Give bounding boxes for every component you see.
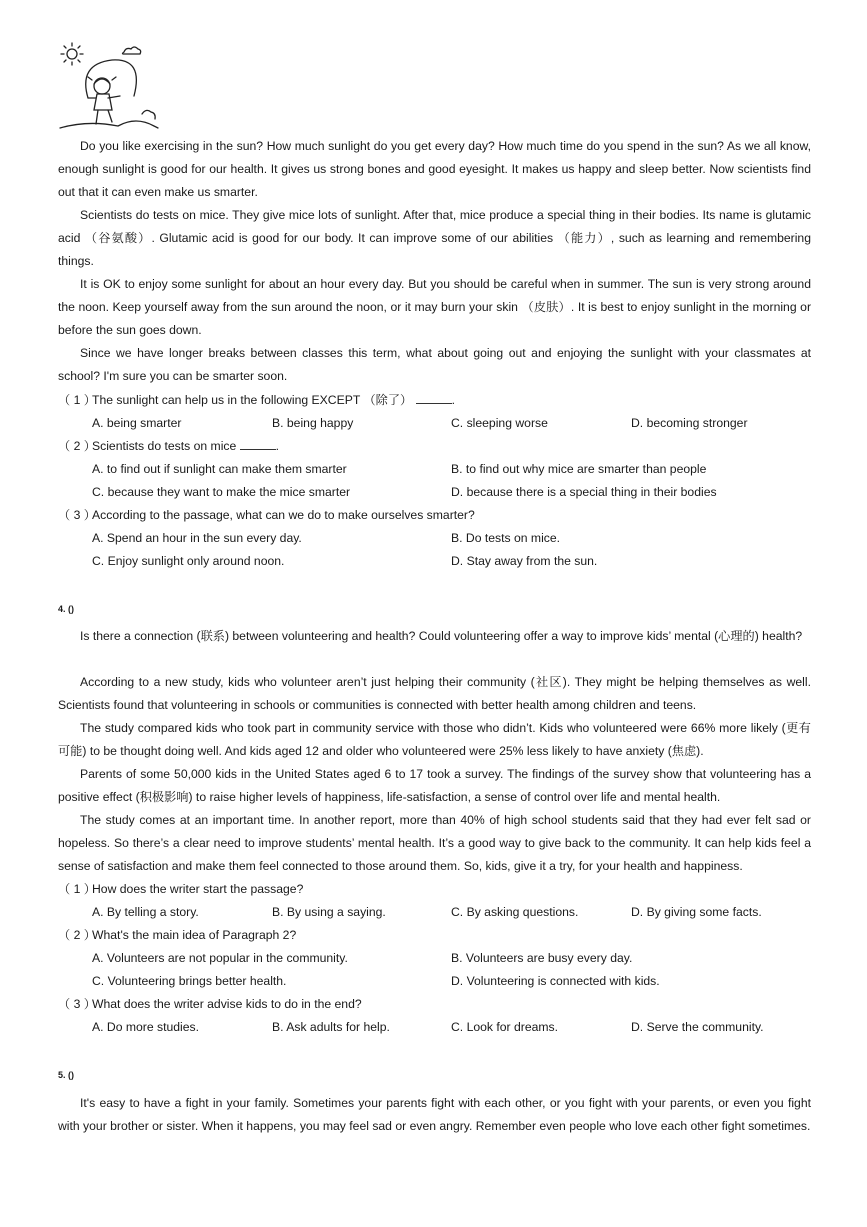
- option-d: D. Stay away from the sun.: [451, 554, 598, 568]
- option-d: D. Serve the community.: [631, 1020, 764, 1034]
- question-number: （ 1 ）: [58, 393, 96, 407]
- option-a: A. By telling a story.: [92, 905, 199, 919]
- option-b: B. Do tests on mice.: [451, 531, 561, 545]
- question-stem: According to the passage, what can we do to make ourselves smarter?: [92, 508, 475, 522]
- option-b: B. to find out why mice are smarter than people: [451, 462, 707, 476]
- option-a: A. being smarter: [92, 416, 182, 430]
- passage-paragraph: According to a new study, kids who volunteer aren’t just helping their community (社区). They might be helping themselves as well. Scientists found that volunteering in schools or communities is connected with better health among children and teens.: [58, 675, 811, 712]
- question-number: （ 1 ）: [58, 882, 96, 896]
- passage-paragraph: It is OK to enjoy some sunlight for about an hour every day. But you should be careful when in summer. The sun is very strong around the noon. Keep yourself away from the sun around the noon, or it may burn your skin （皮肤）. It is best to enjoy sunlight in the morning or before the sun goes down.: [58, 277, 811, 337]
- girl-skipping-rope-illustration: [58, 40, 162, 132]
- answer-blank: [416, 393, 452, 404]
- option-c: C. Enjoy sunlight only around noon.: [92, 554, 285, 568]
- passage-paragraph: Since we have longer breaks between classes this term, what about going out and enjoying the sunlight with your classmates at school? I'm sure you can be smarter soon.: [58, 346, 811, 383]
- question-3: [58, 996, 362, 1012]
- question-stem: How does the writer start the passage?: [92, 882, 304, 896]
- option-c: C. Volunteering brings better health.: [92, 974, 287, 988]
- question-stem: Scientists do tests on mice: [92, 439, 237, 453]
- question-1: [58, 881, 303, 897]
- passage-paragraph: Parents of some 50,000 kids in the United States aged 6 to 17 took a survey. The findings of the survey show that volunteering has a positive effect (积极影响) to raise higher levels of happiness, life-satisfaction, a sense of control over life and mental health.: [58, 767, 811, 804]
- passage-paragraph: The study comes at an important time. In another report, more than 40% of high school students said that they had ever felt sad or hopeless. So there’s a clear need to improve students’ mental health. It’s a good way to give back to the community. It can help kids feel a sense of satisfaction and make them feel connected to those around them. So, kids, give it a try, for your health and happiness.: [58, 813, 811, 873]
- answer-blank: [240, 439, 276, 450]
- option-d: D. Volunteering is connected with kids.: [451, 974, 660, 988]
- option-d: D. By giving some facts.: [631, 905, 762, 919]
- passage-paragraph: Scientists do tests on mice. They give mice lots of sunlight. After that, mice produce a special thing in their bodies. Its name is glutamic acid （谷氨酸）. Glutamic acid is good for our body. It can improve some of our abilities （能力）, such as learning and remembering things.: [58, 208, 811, 268]
- question-number: （ 2 ）: [58, 439, 96, 453]
- question-1: （ 1 ）The sunlight can help us in the following EXCEPT （除了） .: [58, 393, 455, 407]
- question-stem: What's the main idea of Paragraph 2?: [92, 928, 297, 942]
- option-a: A. Do more studies.: [92, 1020, 200, 1034]
- option-a: A. Volunteers are not popular in the community.: [92, 951, 348, 965]
- question-stem: What does the writer advise kids to do in the end?: [92, 997, 362, 1011]
- question-number: （ 3 ）: [58, 508, 96, 522]
- question-2: （ 2 ）Scientists do tests on mice .: [58, 439, 280, 453]
- option-d: D. becoming stronger: [631, 416, 748, 430]
- question-number: （ 2 ）: [58, 928, 96, 942]
- question-stem: The sunlight can help us in the following EXCEPT （除了）: [92, 393, 413, 407]
- section-number: 4. (): [58, 604, 75, 614]
- option-b: B. By using a saying.: [272, 905, 386, 919]
- question-3: [58, 507, 475, 523]
- option-c: C. Look for dreams.: [451, 1020, 559, 1034]
- question-number: （ 3 ）: [58, 997, 96, 1011]
- option-b: B. Ask adults for help.: [272, 1020, 390, 1034]
- passage-paragraph: Is there a connection (联系) between volunteering and health? Could volunteering offer a way to improve kids’ mental (心理的) health?: [80, 629, 803, 643]
- passage-paragraph: The study compared kids who took part in community service with those who didn’t. Kids who volunteered were 66% more likely (更有可能) to be thought doing well. And kids aged 12 and older who volunteered were 25% less likely to have anxiety (焦虑).: [58, 721, 811, 758]
- section-number: 5. (): [58, 1070, 75, 1080]
- passage-paragraph: It's easy to have a fight in your family. Sometimes your parents fight with each other, or you fight with your parents, or even you fight with your brother or sister. When it happens, you may feel sad or even angry. Remember even people who love each other fight sometimes.: [58, 1096, 811, 1133]
- option-d: D. because there is a special thing in their bodies: [451, 485, 717, 499]
- option-c: C. sleeping worse: [451, 416, 548, 430]
- option-c: C. By asking questions.: [451, 905, 579, 919]
- question-2: [58, 927, 296, 943]
- option-b: B. being happy: [272, 416, 354, 430]
- passage-paragraph: Do you like exercising in the sun? How much sunlight do you get every day? How much time do you spend in the sun? As we all know, enough sunlight is good for our health. It gives us strong bones and good eyesight. It makes us happy and sleep better. Now scientists find out that it can even make us smarter.: [58, 139, 811, 199]
- option-a: A. to find out if sunlight can make them smarter: [92, 462, 347, 476]
- option-c: C. because they want to make the mice smarter: [92, 485, 351, 499]
- option-b: B. Volunteers are busy every day.: [451, 951, 633, 965]
- option-a: A. Spend an hour in the sun every day.: [92, 531, 302, 545]
